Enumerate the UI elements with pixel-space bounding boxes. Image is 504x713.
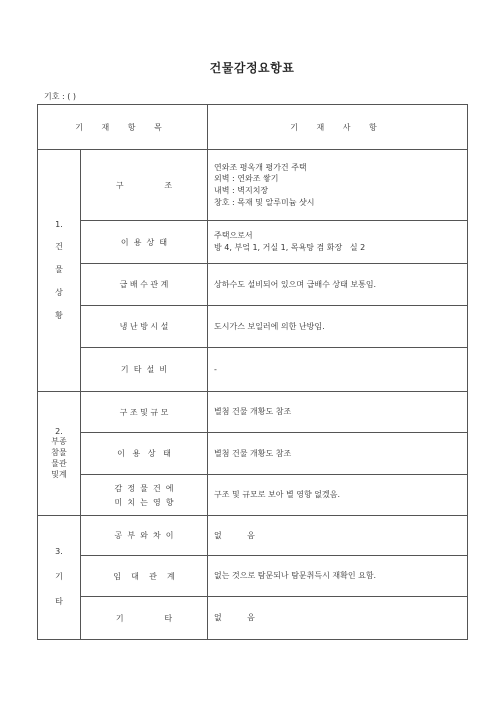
content-line: 내벽 : 벽지치장 bbox=[214, 186, 269, 195]
item-label: 냉 난 방 시 설 bbox=[81, 306, 208, 348]
item-content: 상하수도 설비되어 있으며 급배수 상태 보통임. bbox=[208, 264, 468, 306]
table-row bbox=[38, 221, 468, 264]
item-label-line: 미 치 는 영 향 bbox=[114, 497, 174, 507]
item-label: 이 용 상 태 bbox=[81, 433, 208, 475]
item-label: 임 대 관 계 bbox=[81, 556, 208, 597]
table-row bbox=[38, 556, 468, 597]
table-row bbox=[38, 475, 468, 516]
section-1-label bbox=[38, 150, 81, 392]
section-3-label bbox=[38, 516, 81, 640]
item-label bbox=[81, 475, 208, 516]
item-label: 구 조 bbox=[81, 150, 208, 221]
item-label: 기 타 설 비 bbox=[81, 348, 208, 392]
section-char: 참물 bbox=[51, 448, 67, 458]
item-content: 구조 및 규모로 보아 별 영향 없겠음. bbox=[208, 475, 468, 516]
table-row bbox=[38, 264, 468, 306]
document-title: 건물감정요항표 bbox=[209, 61, 295, 75]
content-line: 방 4, 부엌 1, 거실 1, 목욕탕 겸 화장 실 2 bbox=[214, 243, 366, 252]
header-right: 기 재 사 항 bbox=[208, 105, 468, 150]
header-left: 기 재 항 목 bbox=[38, 105, 208, 150]
table-row bbox=[38, 516, 468, 556]
appraisal-table bbox=[37, 104, 468, 640]
section-char: 부종 bbox=[51, 437, 67, 447]
table-row bbox=[38, 306, 468, 348]
item-label: 공 부 와 차 이 bbox=[81, 516, 208, 556]
content-line: 외벽 : 연와조 쌓기 bbox=[214, 174, 279, 184]
item-content: 별첨 건물 개황도 참조 bbox=[208, 433, 468, 475]
section-char: 물관 bbox=[51, 458, 67, 468]
section-char: 타 bbox=[55, 596, 63, 606]
section-char: 건 bbox=[55, 242, 63, 252]
item-content: 별첨 건물 개황도 참조 bbox=[208, 392, 468, 433]
item-content: 없는 것으로 탐문되나 탐문취득시 재확인 요함. bbox=[208, 556, 468, 597]
section-number: 1. bbox=[55, 219, 63, 229]
item-label: 기 타 bbox=[81, 597, 208, 640]
section-char: 기 bbox=[55, 572, 63, 582]
section-2-label bbox=[38, 392, 81, 516]
content-line: 창호 : 목재 및 알루미늄 샷시 bbox=[214, 197, 315, 207]
item-label: 이 용 상 태 bbox=[81, 221, 208, 264]
section-number: 3. bbox=[55, 547, 63, 557]
item-content: - bbox=[208, 348, 468, 392]
section-char: 물 bbox=[55, 265, 63, 275]
content-line: 연와조 평옥개 평가건 주택 bbox=[214, 162, 307, 172]
table-row bbox=[38, 597, 468, 640]
item-label: 구 조 및 규 모 bbox=[81, 392, 208, 433]
item-content: 없 음 bbox=[208, 516, 468, 556]
content-line: 주택으로서 bbox=[214, 231, 253, 241]
section-char: 및계 bbox=[51, 469, 67, 479]
section-char: 황 bbox=[55, 310, 63, 320]
item-content: 없 음 bbox=[208, 597, 468, 640]
item-label: 급 배 수 관 계 bbox=[81, 264, 208, 306]
item-content bbox=[208, 150, 468, 221]
code-label: 기호 : ( ) bbox=[44, 92, 77, 101]
section-char: 상 bbox=[55, 287, 63, 297]
table-row bbox=[38, 433, 468, 475]
header-row bbox=[38, 105, 468, 150]
table-row bbox=[38, 150, 468, 221]
section-number: 2. bbox=[55, 426, 63, 436]
item-label-line: 감 정 물 건 에 bbox=[114, 483, 174, 493]
table-row bbox=[38, 348, 468, 392]
item-content bbox=[208, 221, 468, 264]
table-row bbox=[38, 392, 468, 433]
item-content: 도시가스 보일러에 의한 난방임. bbox=[208, 306, 468, 348]
